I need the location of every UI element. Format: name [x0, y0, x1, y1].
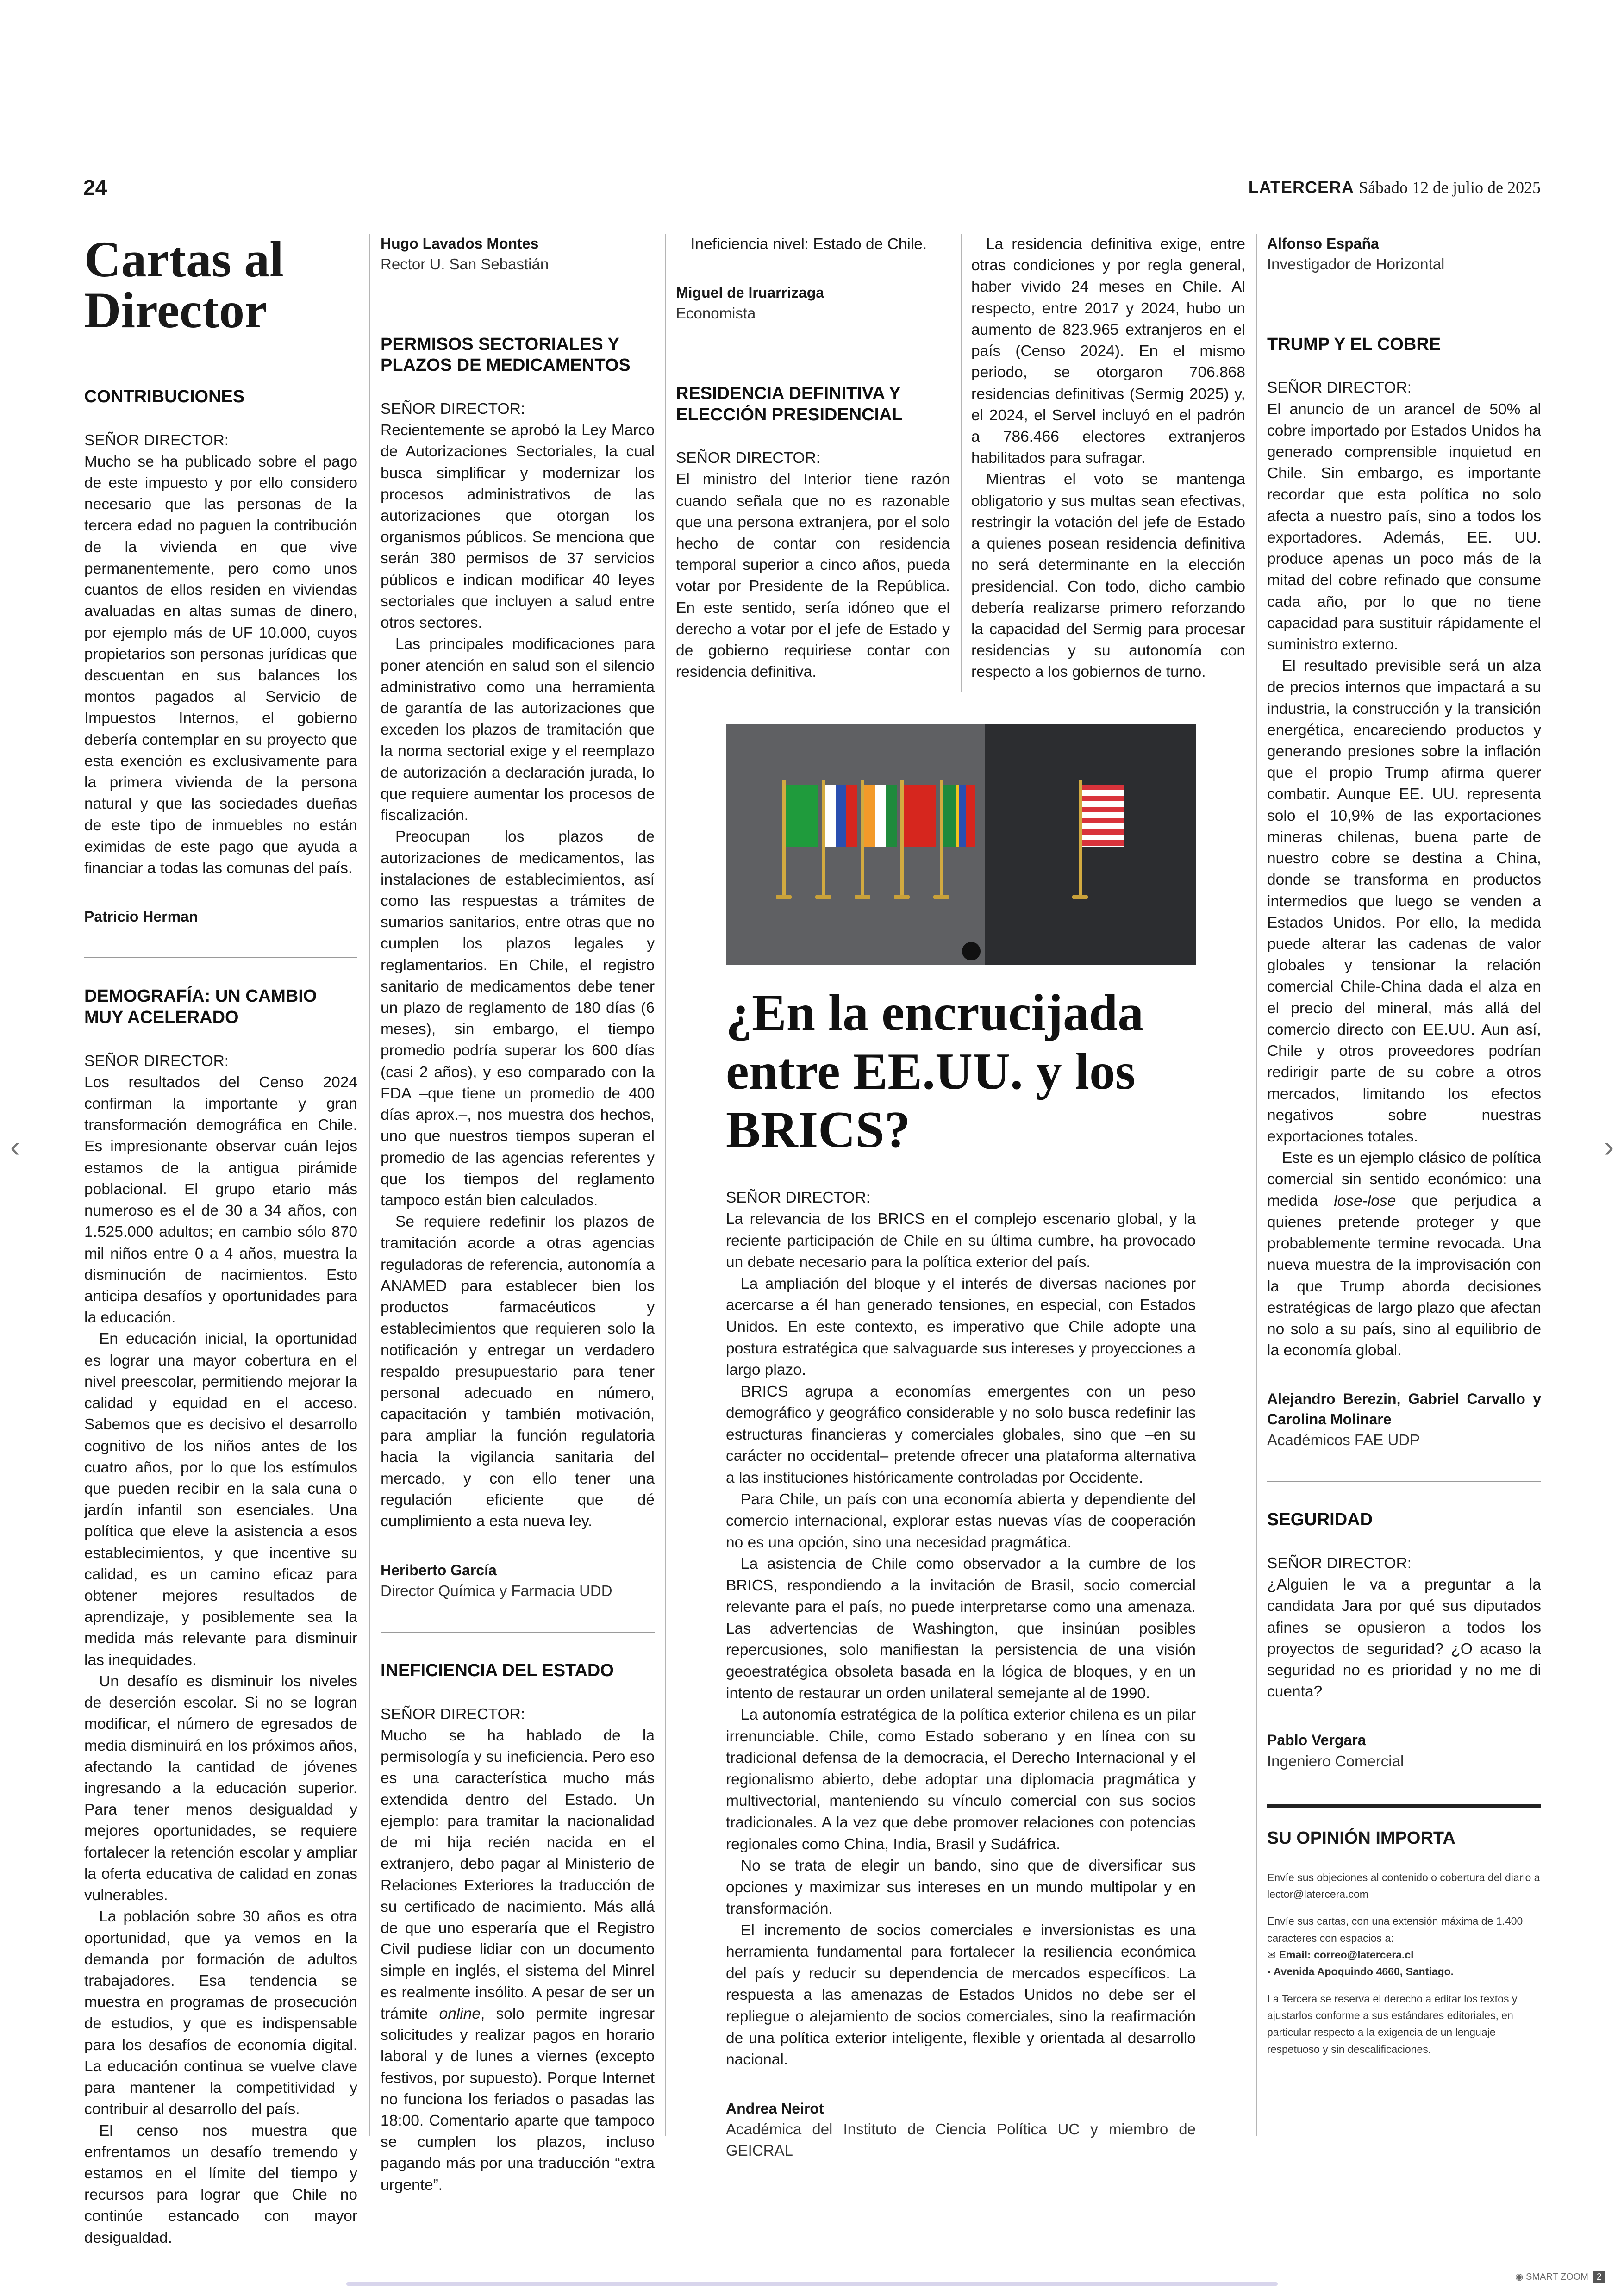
- divider: [84, 957, 357, 958]
- opinion-text: Envíe sus objeciones al contenido o cobertura del diario a lector@latercera.com: [1267, 1871, 1540, 1900]
- letter-paragraph: En educación inicial, la oportunidad es lograr una mayor cobertura en el nivel preescolar, permitiendo mejorar la calidad y equidad en el acceso. Sabemos que es decisivo el desarrollo cognitivo de los niños antes de los cuatro años, por lo que los estímulos que pueden recibir en la sala cuna o jardín infantil son esenciales. Una política que eleve la asistencia a esos establecimientos, y que incentive su calidad, es un camino eficaz para obtener mejores resultados de aprendizaje, y posiblemente sea la medida más relevante para disminuir las inequidades.: [84, 1330, 357, 1669]
- letter-title: CONTRIBUCIONES: [84, 387, 245, 406]
- text-run: que perjudica a quienes pretende proteger y que probablemente termine revocada. Una nueva muestra de la improvisación con la que Trump aborda decisiones estratégicas de largo plazo que afectan no solo a su país, sino al equilibrio de la economía global.: [1267, 1192, 1541, 1360]
- flag-base: [1072, 895, 1088, 899]
- salutation: SEÑOR DIRECTOR:: [1267, 379, 1412, 397]
- photo-accent: [962, 942, 981, 960]
- page-number: 24: [83, 175, 107, 200]
- flag: [943, 785, 975, 847]
- masthead: [1249, 178, 1541, 197]
- feature-letter: [726, 724, 1196, 2161]
- feature-headline: ¿En la encrucijada entre EE.UU. y los BRICS?: [726, 984, 1144, 1159]
- feature-paragraph: La ampliación del bloque y el interés de diversas naciones por acercarse a él han generado tensiones, en especial, con Estados Unidos. En este contexto, es imperativo que Chile adopte una postura estratégica que salvaguarde sus intereses y proyecciones a largo plazo.: [726, 1275, 1196, 1379]
- letter-paragraph: [1267, 1148, 1541, 1361]
- column-rule: [961, 234, 962, 692]
- opinion-email: [1267, 1946, 1541, 1963]
- letter-title: PERMISOS SECTORIALES Y PLAZOS DE MEDICAMENTOS: [381, 334, 631, 375]
- column-rule: [665, 234, 666, 2136]
- email-text: Email: correo@latercera.cl: [1279, 1948, 1414, 1961]
- signature: [676, 283, 950, 324]
- flag: [904, 785, 936, 847]
- issue-date: Sábado 12 de julio de 2025: [1359, 178, 1541, 197]
- smart-zoom-label: SMART ZOOM: [1526, 2272, 1588, 2282]
- italic-word: online: [439, 2005, 481, 2022]
- flag-base: [776, 895, 792, 899]
- letter-paragraph: El ministro del Interior tiene razón cuando señala que no es razonable que una persona extranjera, por el solo hecho de contar con residencia temporal superior a cinco años, pueda votar por Presidente de la República. En este sentido, sería idóneo que el derecho a votar por el jefe de Estado y de gobierno requiriese contar con residencia definitiva.: [676, 471, 950, 681]
- brics-flags-photo: [726, 724, 1196, 965]
- divider: [1267, 1804, 1541, 1808]
- flag-base: [815, 895, 831, 899]
- column-3: [676, 234, 950, 697]
- text-run: Mucho se ha hablado de la permisología y su ineficiencia. Pero eso es una característica mucho más extendida dentro del Estado. Un ejemplo: para tramitar la nacionalidad de mi hija recién nacida en el extranjero, debo pagar al Ministerio de Relaciones Exteriores la traducción de su certificado de nacimiento. Más allá de que uno esperaría que el Registro Civil pudiese lidiar con un documento simple en inglés, el sistema del Minrel es realmente insólito. A pesar de ser un trámite: [381, 1727, 655, 2022]
- eye-icon: ◉: [1515, 2272, 1526, 2282]
- letter-paragraph: La población sobre 30 años es otra oportunidad, que ya vemos en la demanda por formación de adultos trabajadores. Esa tendencia se muestra en programas de prosecución de estudios, y que es indispensable para los desafíos de economía digital. La educación continua se vuelve clave para mantener la competitividad y contribuir al desarrollo del país.: [84, 1908, 357, 2118]
- signature: [381, 1560, 655, 1602]
- author-role: Ingeniero Comercial: [1267, 1752, 1404, 1770]
- salutation: SEÑOR DIRECTOR:: [84, 431, 229, 449]
- author-name: Miguel de Iruarrizaga: [676, 284, 824, 301]
- flag-pole: [782, 780, 786, 896]
- author-role: Académica del Instituto de Ciencia Política UC y miembro de GEICRAL: [726, 2120, 1196, 2159]
- flag-pole: [861, 780, 864, 896]
- letter-paragraph: Ineficiencia nivel: Estado de Chile.: [691, 236, 927, 253]
- author-name: Hugo Lavados Montes: [381, 235, 539, 252]
- flag: [1082, 785, 1124, 847]
- author-name: Patricio Herman: [84, 908, 198, 925]
- feature-paragraph: La relevancia de los BRICS en el complejo escenario global, y la reciente participación de Chile en su última cumbre, ha provocado un debate necesario para la política exterior del país.: [726, 1210, 1196, 1271]
- signature: [84, 907, 357, 927]
- salutation: SEÑOR DIRECTOR:: [1267, 1554, 1412, 1572]
- letter-paragraph: ¿Alguien le va a preguntar a la candidata Jara por qué sus diputados afines se opusieron a todos los proyectos de seguridad? ¿O acaso la seguridad no es prioridad y no me di cuenta?: [1267, 1576, 1541, 1701]
- author-role: Investigador de Horizontal: [1267, 256, 1445, 273]
- flag: [864, 785, 897, 847]
- column-rule: [369, 234, 370, 2136]
- opinion-box: [1267, 1826, 1541, 2058]
- salutation: SEÑOR DIRECTOR:: [381, 1705, 525, 1723]
- signature: [381, 234, 655, 275]
- chevron-left-icon[interactable]: ‹: [10, 1130, 20, 1163]
- feature-paragraph: BRICS agrupa a economías emergentes con un peso demográfico y geográfico considerable y no solo busca redefinir las estructuras financieras y comerciales globales, sino que –en su carácter no occidental– pretende ofrecer una plataforma alternativa a las instituciones históricamente controladas por Occidente.: [726, 1383, 1196, 1486]
- author-role: Director Química y Farmacia UDD: [381, 1582, 612, 1599]
- letter-paragraph: Mucho se ha publicado sobre el pago de este impuesto y por ello considero necesario que las personas de la tercera edad no paguen la contribución de la vivienda en que vive permanentemente, pero como unos cuantos de ellos residen en viviendas avaluadas en altas sumas de dinero, por ejemplo más de UF 10.000, cuyos propietarios son personas jurídicas que descuentan en sus balances los montos pagados al Servicio de Impuestos Internos, el gobierno debería contemplar en su proyecto que esta exención es exclusivamente para la primera vivienda de la persona natural y que las sociedades dueñas de este tipo de inmuebles no están eximidas de este pago que ayuda a financiar a todas las comunas del país.: [84, 453, 357, 877]
- author-name: Alejandro Berezin, Gabriel Carvallo y Carolina Molinare: [1267, 1391, 1541, 1428]
- opinion-title: SU OPINIÓN IMPORTA: [1267, 1828, 1455, 1848]
- address-text: Avenida Apoquindo 4660, Santiago.: [1273, 1965, 1454, 1978]
- feature-paragraph: No se trata de elegir un bando, sino que de diversificar sus opciones y maximizar sus intereses en un mundo multipolar y en transformación.: [726, 1857, 1196, 1918]
- letter-paragraph: El censo nos muestra que enfrentamos un desafío tremendo y estamos en el límite del tiempo y recursos para lograr que Chile no continúe estancado con mayor desigualdad.: [84, 2122, 357, 2246]
- signature: [1267, 1730, 1541, 1771]
- letter-title: INEFICIENCIA DEL ESTADO: [381, 1661, 614, 1681]
- author-role: Académicos FAE UDP: [1267, 1431, 1420, 1448]
- divider: [1267, 1481, 1541, 1482]
- section-title: Cartas al Director: [84, 231, 284, 338]
- feature-paragraph: La asistencia de Chile como observador a la cumbre de los BRICS, respondiendo a la invitación de Brasil, socio comercial relevante para el país, no puede interpretarse como una amenaza. Las advertencias de Washington, que insinúan posibles repercusiones, solo manifiestan la persistencia de una visión geoestratégica obsoleta basada en la lógica de bloques, y en un intento de restaurar un orden unilateral semejante al de 1990.: [726, 1555, 1196, 1702]
- mailbox-icon: ▪: [1267, 1965, 1274, 1978]
- feature-body: [726, 1187, 1196, 2161]
- salutation: SEÑOR DIRECTOR:: [381, 400, 525, 418]
- flag-base: [894, 895, 910, 899]
- salutation: SEÑOR DIRECTOR:: [676, 449, 821, 467]
- letter-paragraph: Se requiere redefinir los plazos de tramitación acorde a otras agencias reguladoras de referencia, autonomía a ANAMED para establecer bien los productos farmacéuticos y establecimientos que requieren solo la notificación y entregar un verdadero respaldo presupuestario para tener personal adecuado en número, capacitación y también motivación, para ampliar la función regulatoria hacia la vigilancia sanitaria del mercado, y con ello tener una regulación eficiente que dé cumplimiento a esta nueva ley.: [381, 1213, 655, 1530]
- letter-paragraph: Los resultados del Censo 2024 confirman la importante y gran transformación demográfica en Chile. Es impresionante observar cuán lejos estamos de la antigua pirámide poblacional. El grupo etario más numeroso es el de 30 a 34 años, con 1.525.000 adultos; en cambio sólo 870 mil niños entre 0 a 4 años, muestra la disminución de nacimientos. Esto anticipa desafíos y oportunidades para la educación.: [84, 1073, 357, 1327]
- opinion-address: [1267, 1963, 1541, 1980]
- column-4: [971, 234, 1245, 697]
- author-name: Pablo Vergara: [1267, 1732, 1366, 1749]
- chevron-right-icon[interactable]: ›: [1604, 1130, 1614, 1163]
- flag: [786, 785, 818, 847]
- author-name: Andrea Neirot: [726, 2100, 824, 2117]
- letter-paragraph: El anuncio de un arancel de 50% al cobre importado por Estados Unidos ha generado comprensible inquietud en Chile. Sin embargo, es importante recordar que esta política no solo afecta a nuestro país, sino a todos los exportadores. Además, EE. UU. produce apenas un poco más de la mitad del cobre refinado que consume cada año, por lo que no tiene capacidad para sustituir rápidamente el suministro externo.: [1267, 400, 1541, 653]
- column-1: [84, 231, 357, 2246]
- letter-title: SEGURIDAD: [1267, 1510, 1373, 1530]
- letter-paragraph: Preocupan los plazos de autorizaciones de medicamentos, las instalaciones de establecimientos, así como las respuestas a trámites de sumarios sanitarios, entre otras que no cumplen los plazos legales y reglamentarios. En Chile, el registro sanitario de medicamentos debe tener un plazo de reglamento de 180 días (6 meses), sin embargo, el tiempo promedio podría superar los 600 días (casi 2 años), y eso comparado con la FDA –que tiene un promedio de 400 días aprox.–, nos muestra dos hechos, uno que nuestros tiempos superan el promedio de las agencias referentes y que los tiempos del reglamento tampoco están bien calculados.: [381, 828, 655, 1209]
- flag-pole: [822, 780, 825, 896]
- signature: [1267, 234, 1541, 275]
- brand-name: LATERCERA: [1248, 178, 1355, 197]
- salutation: SEÑOR DIRECTOR:: [84, 1052, 229, 1070]
- zoom-level-badge: 2: [1593, 2271, 1605, 2283]
- feature-paragraph: Para Chile, un país con una economía abierta y dependiente del comercio internacional, explorar estas nuevas vías de cooperación no es una opción, sino una necesidad pragmática.: [726, 1491, 1196, 1551]
- salutation: SEÑOR DIRECTOR:: [726, 1189, 871, 1206]
- letter-paragraph: El resultado previsible será un alza de precios internos que impactará a su industria, la construcción y la transición energética, encareciendo productos y generando presiones sobre la inflación que el propio Trump afirma querer combatir. Aunque EE. UU. representa solo el 10,9% de las exportaciones mineras chilenas, buena parte de nuestro cobre se destina a China, donde se transforma en productos intermedios que luego se venden a Estados Unidos. Por ello, la medida puede alterar las cadenas de valor globales y tensionar la relación comercial Chile-China dada el alza en el precio del mineral, más allá del comercio directo con EE.UU. Aun así, Chile y otros proveedores podrían redirigir parte de su cobre a otros mercados, limitando los efectos negativos sobre nuestras exportaciones totales.: [1267, 657, 1541, 1145]
- author-role: Economista: [676, 305, 756, 322]
- letter-title: RESIDENCIA DEFINITIVA Y ELECCIÓN PRESIDENCIAL: [676, 383, 903, 424]
- column-rule: [1256, 234, 1257, 2136]
- letter-title: DEMOGRAFÍA: UN CAMBIO MUY ACELERADO: [84, 986, 317, 1027]
- horizontal-scrollbar[interactable]: [346, 2282, 1278, 2286]
- signature: [726, 2099, 1196, 2161]
- author-role: Rector U. San Sebastián: [381, 256, 549, 273]
- flag-pole: [1079, 780, 1082, 896]
- text-run: Este es un ejemplo clásico de política comercial sin sentido económico: una medida: [1267, 1149, 1541, 1210]
- opinion-disclaimer: La Tercera se reserva el derecho a editar los textos y ajustarlos conforme a sus estándares editoriales, en particular respecto a la exigencia de un lenguaje respetuoso y sin descalificaciones.: [1267, 1992, 1518, 2055]
- opinion-text: Envíe sus cartas, con una extensión máxima de 1.400 caracteres con espacios a:: [1267, 1915, 1523, 1944]
- italic-word: lose-lose: [1334, 1192, 1396, 1210]
- feature-paragraph: La autonomía estratégica de la política exterior chilena es un pilar irrenunciable. Chile, como Estado soberano y en línea con su tradicional defensa de la democracia, el Derecho Internacional y el regionalismo abierto, debe adoptar una diplomacia pragmática y multivectorial, manteniendo su vínculo comercial con sus socios tradicionales. A la vez que debe promover relaciones con potencias regionales como China, India, Brasil y Sudáfrica.: [726, 1706, 1196, 1853]
- flag-base: [933, 895, 949, 899]
- letter-paragraph: Las principales modificaciones para poner atención en salud son el silencio administrativo como una herramienta de garantía de las autorizaciones que exceden los plazos de tramitación que la norma sectorial exige y el reemplazo de autorización a declaración jurada, lo que requiere aumentar los procesos de fiscalización.: [381, 636, 655, 824]
- flag: [825, 785, 857, 847]
- text-run: , solo permite ingresar solicitudes y realizar pagos en horario laboral y de lunes a viernes (excepto festivos, por supuesto). Porque Internet no funciona los feriados o pasadas las 18:00. Comentario aparte que tampoco se cumplen los plazos, incluso pagando más por una traducción “extra urgente”.: [381, 2005, 655, 2194]
- flag-pole: [940, 780, 943, 896]
- column-5: [1267, 234, 1541, 2136]
- letter-paragraph: Recientemente se aprobó la Ley Marco de Autorizaciones Sectoriales, la cual busca simplificar y modernizar los procesos administrativos de las autorizaciones que otorgan los organismos públicos. Se menciona que serán 380 permisos de 37 servicios públicos e indican modificar 40 leyes sectoriales que incluyen a salud entre otros sectores.: [381, 422, 655, 632]
- column-2: [381, 234, 655, 2194]
- flag-base: [855, 895, 870, 899]
- smart-zoom-control[interactable]: [1515, 2271, 1605, 2283]
- feature-paragraph: El incremento de socios comerciales e inversionistas es una herramienta fundamental para fortalecer la resiliencia económica del país y reducir su dependencia de mercados específicos. La respuesta a las amenazas de Estados Unidos no debe ser el repliegue o alejamiento de socios comerciales, sino la reafirmación de una política exterior inteligente, flexible y orientada al desarrollo nacional.: [726, 1921, 1196, 2069]
- letter-paragraph: La residencia definitiva exige, entre otras condiciones y por regla general, haber vivido 24 meses en Chile. Al respecto, entre 2017 y 2024, hubo un aumento de 823.965 extranjeros en el país (Censo 2024). En el mismo periodo, se otorgaron 706.868 residencias definitivas (Sermig 2025) y, el 2024, el Servel incluyó en el padrón a 786.466 electores extranjeros habilitados para sufragar.: [971, 236, 1245, 467]
- flag-pole: [900, 780, 904, 896]
- letter-paragraph: Un desafío es disminuir los niveles de deserción escolar. Si no se logran modificar, el número de egresados de media disminuirá en los próximos años, afectando la cantidad de jóvenes ingresando a la educación superior. Para tener menos desigualdad y mejores oportunidades, se requiere fortalecer la retención escolar y ampliar la oferta educativa de calidad en zonas vulnerables.: [84, 1672, 357, 1904]
- signature: [1267, 1389, 1541, 1450]
- letter-title: TRUMP Y EL COBRE: [1267, 334, 1441, 354]
- divider: [381, 1632, 655, 1633]
- author-name: Heriberto García: [381, 1561, 497, 1578]
- letter-paragraph: [381, 1725, 655, 2196]
- letter-paragraph: Mientras el voto se mantenga obligatorio y sus multas sean efectivas, restringir la votación del jefe de Estado a quienes posean residencia definitiva no será determinante en la elección presidencial. Con todo, dicho cambio debería realizarse primero reforzando la capacidad del Sermig para procesar residencias y su autonomía con respecto a los gobiernos de turno.: [971, 471, 1245, 681]
- author-name: Alfonso España: [1267, 235, 1379, 252]
- mail-icon: ✉: [1267, 1948, 1279, 1961]
